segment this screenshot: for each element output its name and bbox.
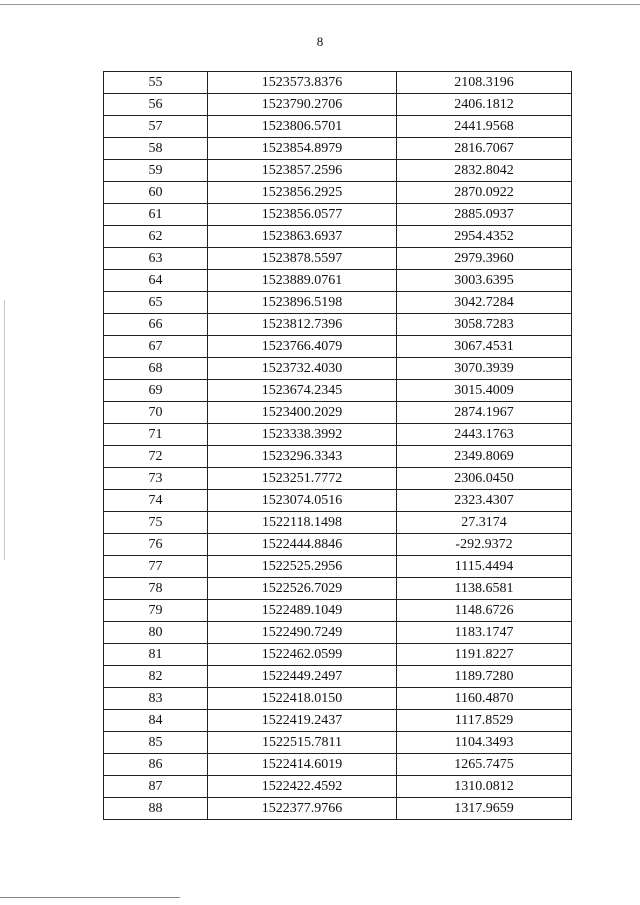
x-coordinate-cell: 1522490.7249 — [208, 622, 397, 644]
point-number-cell: 69 — [104, 380, 208, 402]
x-coordinate-cell: 1523732.4030 — [208, 358, 397, 380]
table-row — [104, 116, 572, 138]
y-coordinate-cell: 2108.3196 — [397, 72, 572, 94]
y-coordinate-cell: 2979.3960 — [397, 248, 572, 270]
y-coordinate-cell: 3058.7283 — [397, 314, 572, 336]
x-coordinate-cell: 1523812.7396 — [208, 314, 397, 336]
point-number-cell: 61 — [104, 204, 208, 226]
y-coordinate-cell: 2885.0937 — [397, 204, 572, 226]
point-number-cell: 87 — [104, 776, 208, 798]
point-number-cell: 74 — [104, 490, 208, 512]
point-number-cell: 82 — [104, 666, 208, 688]
point-number-cell: 78 — [104, 578, 208, 600]
x-coordinate-cell: 1522462.0599 — [208, 644, 397, 666]
x-coordinate-cell: 1523863.6937 — [208, 226, 397, 248]
table-row — [104, 688, 572, 710]
y-coordinate-cell: 2954.4352 — [397, 226, 572, 248]
point-number-cell: 83 — [104, 688, 208, 710]
point-number-cell: 75 — [104, 512, 208, 534]
table-row — [104, 248, 572, 270]
point-number-cell: 86 — [104, 754, 208, 776]
point-number-cell: 71 — [104, 424, 208, 446]
table-row — [104, 380, 572, 402]
y-coordinate-cell: 1117.8529 — [397, 710, 572, 732]
table-row — [104, 490, 572, 512]
table-row — [104, 270, 572, 292]
y-coordinate-cell: 2816.7067 — [397, 138, 572, 160]
x-coordinate-cell: 1522419.2437 — [208, 710, 397, 732]
table-row — [104, 776, 572, 798]
table-row — [104, 446, 572, 468]
table-row — [104, 710, 572, 732]
x-coordinate-cell: 1522525.2956 — [208, 556, 397, 578]
point-number-cell: 77 — [104, 556, 208, 578]
coordinate-table-body — [104, 72, 572, 820]
table-row — [104, 666, 572, 688]
table-row — [104, 314, 572, 336]
y-coordinate-cell: 3070.3939 — [397, 358, 572, 380]
x-coordinate-cell: 1523074.0516 — [208, 490, 397, 512]
point-number-cell: 64 — [104, 270, 208, 292]
y-coordinate-cell: 1115.4494 — [397, 556, 572, 578]
point-number-cell: 84 — [104, 710, 208, 732]
y-coordinate-cell: 2306.0450 — [397, 468, 572, 490]
y-coordinate-cell: 1191.8227 — [397, 644, 572, 666]
top-border-line — [0, 4, 640, 5]
table-row — [104, 644, 572, 666]
binding-margin-line — [4, 300, 5, 560]
table-row — [104, 424, 572, 446]
y-coordinate-cell: 2870.0922 — [397, 182, 572, 204]
point-number-cell: 85 — [104, 732, 208, 754]
x-coordinate-cell: 1523766.4079 — [208, 336, 397, 358]
page-number: 8 — [316, 34, 324, 49]
y-coordinate-cell: 1148.6726 — [397, 600, 572, 622]
y-coordinate-cell: 2349.8069 — [397, 446, 572, 468]
point-number-cell: 62 — [104, 226, 208, 248]
y-coordinate-cell: 1160.4870 — [397, 688, 572, 710]
x-coordinate-cell: 1523573.8376 — [208, 72, 397, 94]
table-row — [104, 72, 572, 94]
point-number-cell: 80 — [104, 622, 208, 644]
y-coordinate-cell: 1265.7475 — [397, 754, 572, 776]
y-coordinate-cell: 1104.3493 — [397, 732, 572, 754]
point-number-cell: 67 — [104, 336, 208, 358]
x-coordinate-cell: 1523857.2596 — [208, 160, 397, 182]
y-coordinate-cell: 2406.1812 — [397, 94, 572, 116]
table-row — [104, 182, 572, 204]
point-number-cell: 56 — [104, 94, 208, 116]
x-coordinate-cell: 1523338.3992 — [208, 424, 397, 446]
footnote-rule — [0, 897, 180, 898]
table-row — [104, 292, 572, 314]
point-number-cell: 66 — [104, 314, 208, 336]
x-coordinate-cell: 1523790.2706 — [208, 94, 397, 116]
table-row — [104, 336, 572, 358]
x-coordinate-cell: 1523889.0761 — [208, 270, 397, 292]
x-coordinate-cell: 1522515.7811 — [208, 732, 397, 754]
x-coordinate-cell: 1523856.2925 — [208, 182, 397, 204]
y-coordinate-cell: 27.3174 — [397, 512, 572, 534]
point-number-cell: 73 — [104, 468, 208, 490]
point-number-cell: 63 — [104, 248, 208, 270]
table-row — [104, 754, 572, 776]
table-row — [104, 138, 572, 160]
table-row — [104, 468, 572, 490]
x-coordinate-cell: 1522489.1049 — [208, 600, 397, 622]
point-number-cell: 79 — [104, 600, 208, 622]
y-coordinate-cell: 1189.7280 — [397, 666, 572, 688]
y-coordinate-cell: 2441.9568 — [397, 116, 572, 138]
point-number-cell: 81 — [104, 644, 208, 666]
point-number-cell: 72 — [104, 446, 208, 468]
point-number-cell: 70 — [104, 402, 208, 424]
point-number-cell: 58 — [104, 138, 208, 160]
x-coordinate-cell: 1523896.5198 — [208, 292, 397, 314]
y-coordinate-cell: 1138.6581 — [397, 578, 572, 600]
x-coordinate-cell: 1522449.2497 — [208, 666, 397, 688]
x-coordinate-cell: 1523296.3343 — [208, 446, 397, 468]
y-coordinate-cell: 2874.1967 — [397, 402, 572, 424]
x-coordinate-cell: 1522414.6019 — [208, 754, 397, 776]
x-coordinate-cell: 1523674.2345 — [208, 380, 397, 402]
point-number-cell: 60 — [104, 182, 208, 204]
y-coordinate-cell: 1317.9659 — [397, 798, 572, 820]
table-row — [104, 358, 572, 380]
y-coordinate-cell: 3067.4531 — [397, 336, 572, 358]
x-coordinate-cell: 1523878.5597 — [208, 248, 397, 270]
y-coordinate-cell: 3003.6395 — [397, 270, 572, 292]
table-row — [104, 600, 572, 622]
y-coordinate-cell: -292.9372 — [397, 534, 572, 556]
x-coordinate-cell: 1523400.2029 — [208, 402, 397, 424]
table-row — [104, 798, 572, 820]
y-coordinate-cell: 1183.1747 — [397, 622, 572, 644]
point-number-cell: 57 — [104, 116, 208, 138]
table-row — [104, 94, 572, 116]
point-number-cell: 55 — [104, 72, 208, 94]
point-number-cell: 88 — [104, 798, 208, 820]
point-number-cell: 65 — [104, 292, 208, 314]
x-coordinate-cell: 1522422.4592 — [208, 776, 397, 798]
y-coordinate-cell: 2323.4307 — [397, 490, 572, 512]
x-coordinate-cell: 1522444.8846 — [208, 534, 397, 556]
table-row — [104, 556, 572, 578]
y-coordinate-cell: 3042.7284 — [397, 292, 572, 314]
x-coordinate-cell: 1522377.9766 — [208, 798, 397, 820]
table-row — [104, 512, 572, 534]
point-number-cell: 76 — [104, 534, 208, 556]
point-number-cell: 59 — [104, 160, 208, 182]
point-number-cell: 68 — [104, 358, 208, 380]
x-coordinate-cell: 1522526.7029 — [208, 578, 397, 600]
x-coordinate-cell: 1522418.0150 — [208, 688, 397, 710]
y-coordinate-cell: 2832.8042 — [397, 160, 572, 182]
x-coordinate-cell: 1523856.0577 — [208, 204, 397, 226]
x-coordinate-cell: 1522118.1498 — [208, 512, 397, 534]
y-coordinate-cell: 3015.4009 — [397, 380, 572, 402]
table-row — [104, 160, 572, 182]
y-coordinate-cell: 1310.0812 — [397, 776, 572, 798]
coordinate-table — [103, 71, 572, 820]
table-row — [104, 622, 572, 644]
table-row — [104, 226, 572, 248]
table-row — [104, 534, 572, 556]
x-coordinate-cell: 1523854.8979 — [208, 138, 397, 160]
table-row — [104, 204, 572, 226]
x-coordinate-cell: 1523251.7772 — [208, 468, 397, 490]
table-row — [104, 732, 572, 754]
y-coordinate-cell: 2443.1763 — [397, 424, 572, 446]
x-coordinate-cell: 1523806.5701 — [208, 116, 397, 138]
table-row — [104, 578, 572, 600]
table-row — [104, 402, 572, 424]
